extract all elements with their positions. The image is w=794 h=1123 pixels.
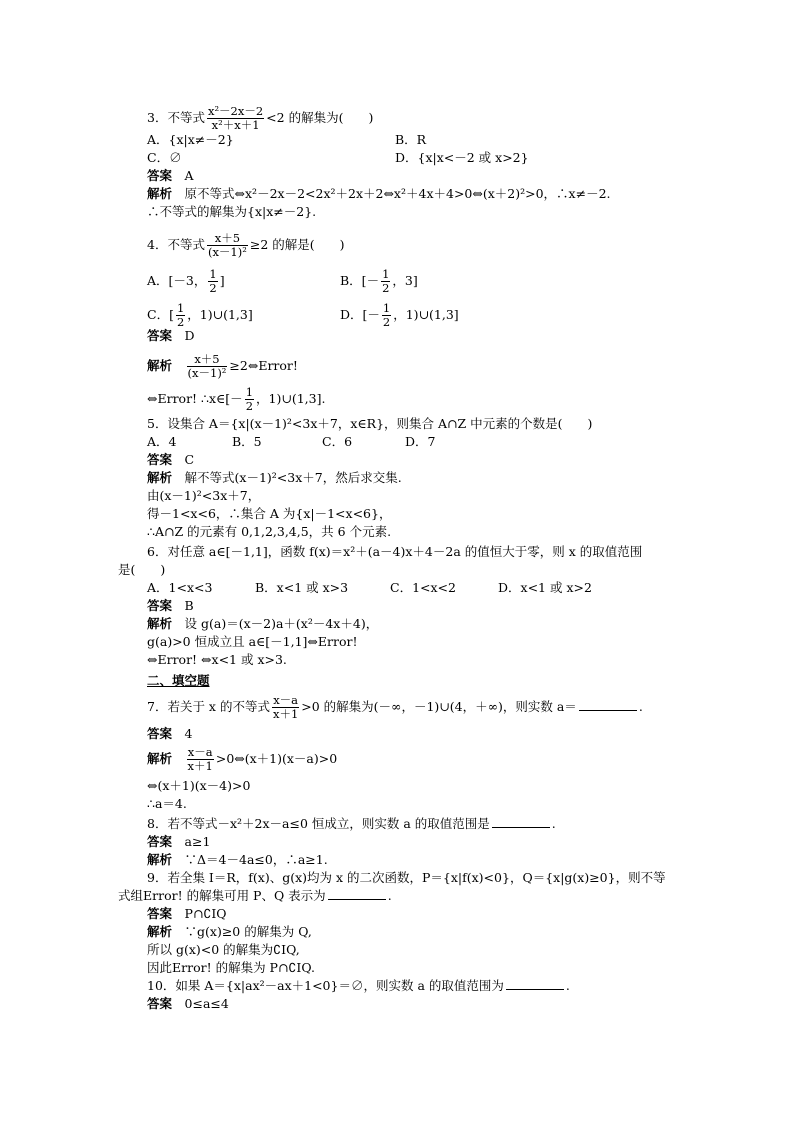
q10-tail: . (565, 978, 570, 993)
q4-answer (147, 328, 195, 344)
answer-label: 答案 (147, 726, 173, 741)
q3-stem (147, 105, 373, 132)
answer-label: 答案 (147, 598, 173, 613)
solution-text: 解不等式(x－1)²<3x＋7，然后求交集. (184, 470, 402, 485)
q4-solution-2-post: ，1)∪(1,3]. (256, 391, 326, 406)
solution-text: >0⇔(x＋1)(x－a)>0 (215, 751, 338, 766)
q4-option-b-den: 2 (382, 281, 390, 295)
q3-option-d: D．{x|x<－2 或 x>2} (395, 150, 529, 165)
answer-value: D (184, 328, 195, 343)
q7-suffix: >0 的解集为(－∞，－1)∪(4，＋∞)，则实数 a＝ (301, 699, 577, 714)
q4-solution-num: x＋5 (187, 353, 228, 367)
answer-value: C (184, 452, 195, 467)
q6-answer (147, 598, 194, 614)
q7-solution-num: x－a (187, 745, 213, 759)
section-title: 二、填空题 (147, 673, 210, 688)
section-heading-fill-in (147, 671, 210, 689)
solution-text: 设 g(a)＝(x－2)a＋(x²－4x＋4)， (184, 616, 379, 631)
q9-stem-2-text: 式组Error! 的解集可用 P、Q 表示为 (118, 888, 326, 903)
solution-label: 解析 (147, 186, 173, 201)
solution-label: 解析 (147, 616, 173, 631)
q9-stem-1: 9．若全集 I＝R，f(x)、g(x)均为 x 的二次函数，P＝{x|f(x)<0}，Q＝{x|g(x)≥0}，则不等 (147, 870, 666, 885)
q5-option-c: C．6 (322, 434, 353, 449)
q6-option-d: D．x<1 或 x>2 (498, 580, 592, 595)
solution-label: 解析 (147, 924, 173, 939)
solution-label: 解析 (147, 358, 173, 373)
q5-stem: 5．设集合 A＝{x|(x－1)²<3x＋7，x∈R}，则集合 A∩Z 中元素的个数是( ) (147, 416, 593, 431)
q3-option-b: B．R (395, 132, 427, 147)
q6-solution-1 (147, 616, 378, 632)
q4-option-d-pre: D．[－ (340, 307, 380, 322)
q7-fraction (272, 694, 299, 721)
q4-option-a-den: 2 (209, 281, 217, 295)
q7-solution-1 (147, 746, 337, 773)
q3-answer (147, 168, 194, 184)
q6-option-c: C．1<x<2 (390, 580, 456, 595)
q3-denominator: x²＋x＋1 (211, 118, 260, 132)
q8-stem (147, 816, 556, 832)
q7-denominator: x＋1 (272, 707, 299, 721)
answer-label: 答案 (147, 834, 173, 849)
q4-fraction (207, 232, 248, 259)
answer-label: 答案 (147, 996, 173, 1011)
q6-option-a: A．1<x<3 (147, 580, 213, 595)
q3-numerator: x²－2x－2 (207, 104, 264, 118)
q4-numerator: x＋5 (207, 232, 248, 246)
answer-value: A (184, 168, 194, 183)
q3-fraction (207, 105, 264, 132)
q4-option-a-num: 1 (209, 267, 217, 281)
q10-stem-text: 10．如果 A＝{x|ax²－ax＋1<0}＝∅，则实数 a 的取值范围为 (147, 978, 504, 993)
q7-stem (147, 694, 643, 721)
q4-option-d (340, 302, 459, 329)
q9-solution-1 (147, 924, 312, 940)
solution-text: ≥2⇔Error! (229, 358, 298, 373)
q4-option-c-pre: C．[ (147, 307, 174, 322)
q9-answer (147, 906, 227, 922)
q4-solution-den: (x－1)² (187, 366, 227, 380)
q4-option-c-fraction (176, 302, 185, 329)
q5-option-b: B．5 (232, 434, 262, 449)
q9-answer-blank (328, 888, 386, 900)
q5-answer (147, 452, 194, 468)
q5-solution-4: ∴A∩Z 的元素有 0,1,2,3,4,5，共 6 个元素. (147, 524, 392, 539)
q8-answer (147, 834, 210, 850)
solution-label: 解析 (147, 751, 173, 766)
answer-label: 答案 (147, 328, 173, 343)
q4-option-a-fraction (208, 268, 217, 295)
q10-answer-blank (506, 978, 564, 990)
q4-option-d-post: ，1)∪(1,3] (393, 307, 459, 322)
q8-solution-1 (147, 852, 328, 868)
q8-answer-blank (492, 816, 550, 828)
q6-solution-2: g(a)>0 恒成立且 a∈[－1,1]⇔Error! (147, 634, 358, 649)
answer-value: 0≤a≤4 (184, 996, 229, 1011)
q4-stem (147, 232, 345, 259)
q10-stem (147, 978, 570, 994)
q9-tail: . (387, 888, 392, 903)
q4-option-a-post: ] (219, 273, 225, 288)
q6-stem-2: 是( ) (118, 562, 166, 577)
q3-prefix: 3．不等式 (147, 110, 205, 125)
q4-option-a (147, 268, 225, 295)
q6-solution-3: ⇔Error! ⇔x<1 或 x>3. (147, 652, 287, 667)
q7-solution-den: x＋1 (187, 759, 213, 773)
solution-label: 解析 (147, 470, 173, 485)
q4-option-a-pre: A．[－3， (147, 273, 207, 288)
q8-stem-text: 8．若不等式－x²＋2x－a≤0 恒成立，则实数 a 的取值范围是 (147, 816, 490, 831)
q4-solution-2-fraction (245, 386, 254, 413)
q10-answer (147, 996, 229, 1012)
q5-option-d: D．7 (405, 434, 436, 449)
answer-value: 4 (184, 726, 193, 741)
q5-solution-1 (147, 470, 402, 486)
q5-solution-2: 由(x－1)²<3x＋7， (147, 488, 261, 503)
q6-option-b: B．x<1 或 x>3 (255, 580, 349, 595)
q7-prefix: 7．若关于 x 的不等式 (147, 699, 270, 714)
q9-stem-2 (118, 888, 392, 904)
q7-answer-blank (579, 699, 637, 711)
q4-solution-2-num: 1 (245, 385, 254, 399)
q4-solution-1 (147, 353, 298, 380)
q4-option-d-den: 2 (382, 315, 391, 329)
q3-option-c: C．∅ (147, 150, 182, 165)
q4-solution-2-den: 2 (245, 399, 254, 413)
answer-label: 答案 (147, 452, 173, 467)
q4-prefix: 4．不等式 (147, 237, 205, 252)
q8-tail: . (551, 816, 556, 831)
answer-label: 答案 (147, 168, 173, 183)
q3-suffix: <2 的解集为( ) (266, 110, 374, 125)
q7-solution-2: ⇔(x＋1)(x－4)>0 (147, 778, 251, 793)
solution-text: 原不等式⇔x²－2x－2<2x²＋2x＋2⇔x²＋4x＋4>0⇔(x＋2)²>0，∴x≠－2. (184, 186, 611, 201)
q7-answer (147, 726, 192, 742)
q3-solution-2: ∴不等式的解集为{x|x≠－2}. (147, 204, 317, 219)
q4-option-b-num: 1 (382, 267, 390, 281)
q4-option-b-post: ，3] (392, 273, 418, 288)
q4-option-c-den: 2 (176, 315, 185, 329)
q4-solution-2 (147, 386, 325, 413)
answer-value: P∩∁IQ (184, 906, 227, 921)
q3-option-a: A．{x|x≠－2} (147, 132, 234, 147)
q7-solution-fraction (187, 746, 214, 773)
q5-solution-3: 得－1<x<6，∴集合 A 为{x|－1<x<6}， (147, 506, 392, 521)
q7-tail: . (638, 699, 643, 714)
q9-solution-2: 所以 g(x)<0 的解集为∁IQ, (147, 942, 300, 957)
q4-option-d-fraction (382, 302, 391, 329)
q4-option-b-pre: B．[－ (340, 273, 380, 288)
q4-option-c (147, 302, 253, 329)
q4-solution-fraction (187, 353, 228, 380)
q4-option-d-num: 1 (382, 301, 391, 315)
answer-label: 答案 (147, 906, 173, 921)
q7-numerator: x－a (273, 693, 299, 707)
solution-label: 解析 (147, 852, 173, 867)
solution-text: ∵g(x)≥0 的解集为 Q, (184, 924, 312, 939)
q4-option-c-post: ，1)∪(1,3] (187, 307, 253, 322)
q4-suffix: ≥2 的解是( ) (249, 237, 345, 252)
q7-solution-3: ∴a＝4. (147, 796, 187, 811)
q9-solution-3: 因此Error! 的解集为 P∩∁IQ. (147, 960, 315, 975)
q4-solution-2-pre: ⇔Error! ∴x∈[－ (147, 391, 243, 406)
q6-stem-1: 6．对任意 a∈[－1,1]，函数 f(x)＝x²＋(a－4)x＋4－2a 的值恒大于零，则 x 的取值范围 (147, 544, 643, 559)
q4-option-b-fraction (381, 268, 390, 295)
answer-value: a≥1 (184, 834, 211, 849)
q3-solution-1 (147, 186, 611, 202)
q4-option-c-num: 1 (176, 301, 185, 315)
solution-text: ∵Δ＝4－4a≤0，∴a≥1. (184, 852, 328, 867)
answer-value: B (184, 598, 194, 613)
q4-option-b (340, 268, 418, 295)
q4-denominator: (x－1)² (207, 245, 247, 259)
q5-option-a: A．4 (147, 434, 177, 449)
